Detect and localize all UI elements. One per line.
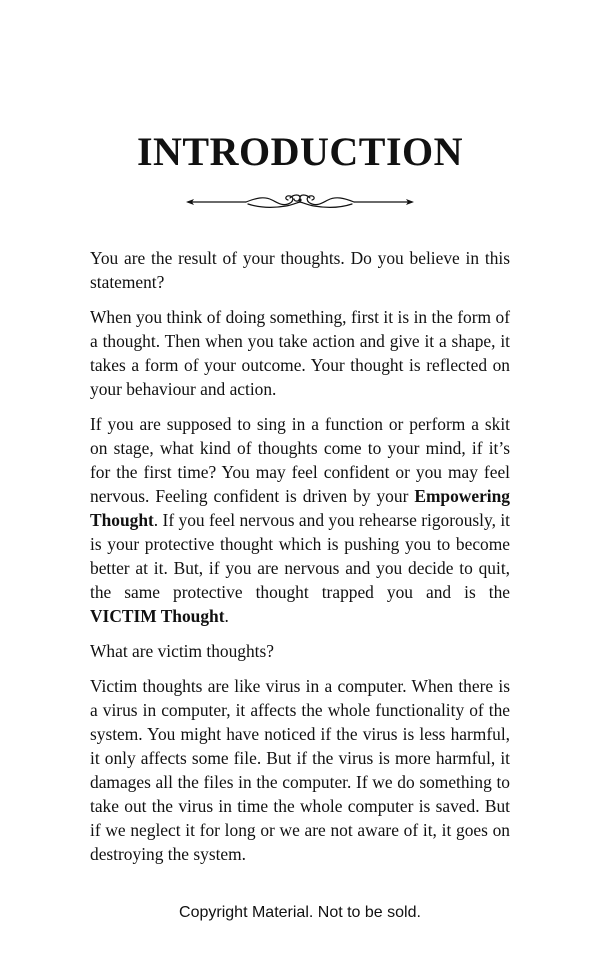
paragraph-3-text-b: . If you feel nervous and you rehearse rigorously, it is your protective thought which is pushing you to become better at it. But, if you are nervous and you decide to quit, the same protective thought trapped you and is the [90, 510, 510, 602]
paragraph-1: You are the result of your thoughts. Do you believe in this statement? [90, 248, 510, 292]
scroll-flourish-divider-icon [186, 188, 414, 216]
paragraph-5: Victim thoughts are like virus in a computer. When there is a virus in computer, it affects the whole functionality of the system. You might have noticed if the virus is less harmful, it only affects some file. But if the virus is more harmful, it damages all the files in the computer. If we do something to take out the virus in time the whole computer is saved. But if we neglect it for long or we are not aware of it, it goes on destroying the system. [90, 676, 510, 864]
paragraph-3-text-c: . [224, 606, 229, 626]
paragraph-3 [90, 412, 510, 628]
chapter-title: INTRODUCTION [136, 129, 464, 174]
copyright-footer: Copyright Material. Not to be sold. [179, 904, 421, 921]
chapter-body [90, 246, 510, 877]
victim-thought-term: VICTIM Thought [90, 606, 225, 626]
paragraph-4: What are victim thoughts? [90, 641, 274, 661]
empowering-thought-term: Empowering Thought [90, 486, 510, 530]
paragraph-2: When you think of doing something, first it is in the form of a thought. Then when you take action and give it a shape, it takes a form of your outcome. Your thought is reflected on your behaviour and action. [90, 307, 510, 399]
paragraph-3-text-a: If you are supposed to sing in a function or perform a skit on stage, what kind of thoughts come to your mind, if it’s for the first time? You may feel confident or you may feel nervous. Feeling confident is driven by your [90, 414, 510, 506]
